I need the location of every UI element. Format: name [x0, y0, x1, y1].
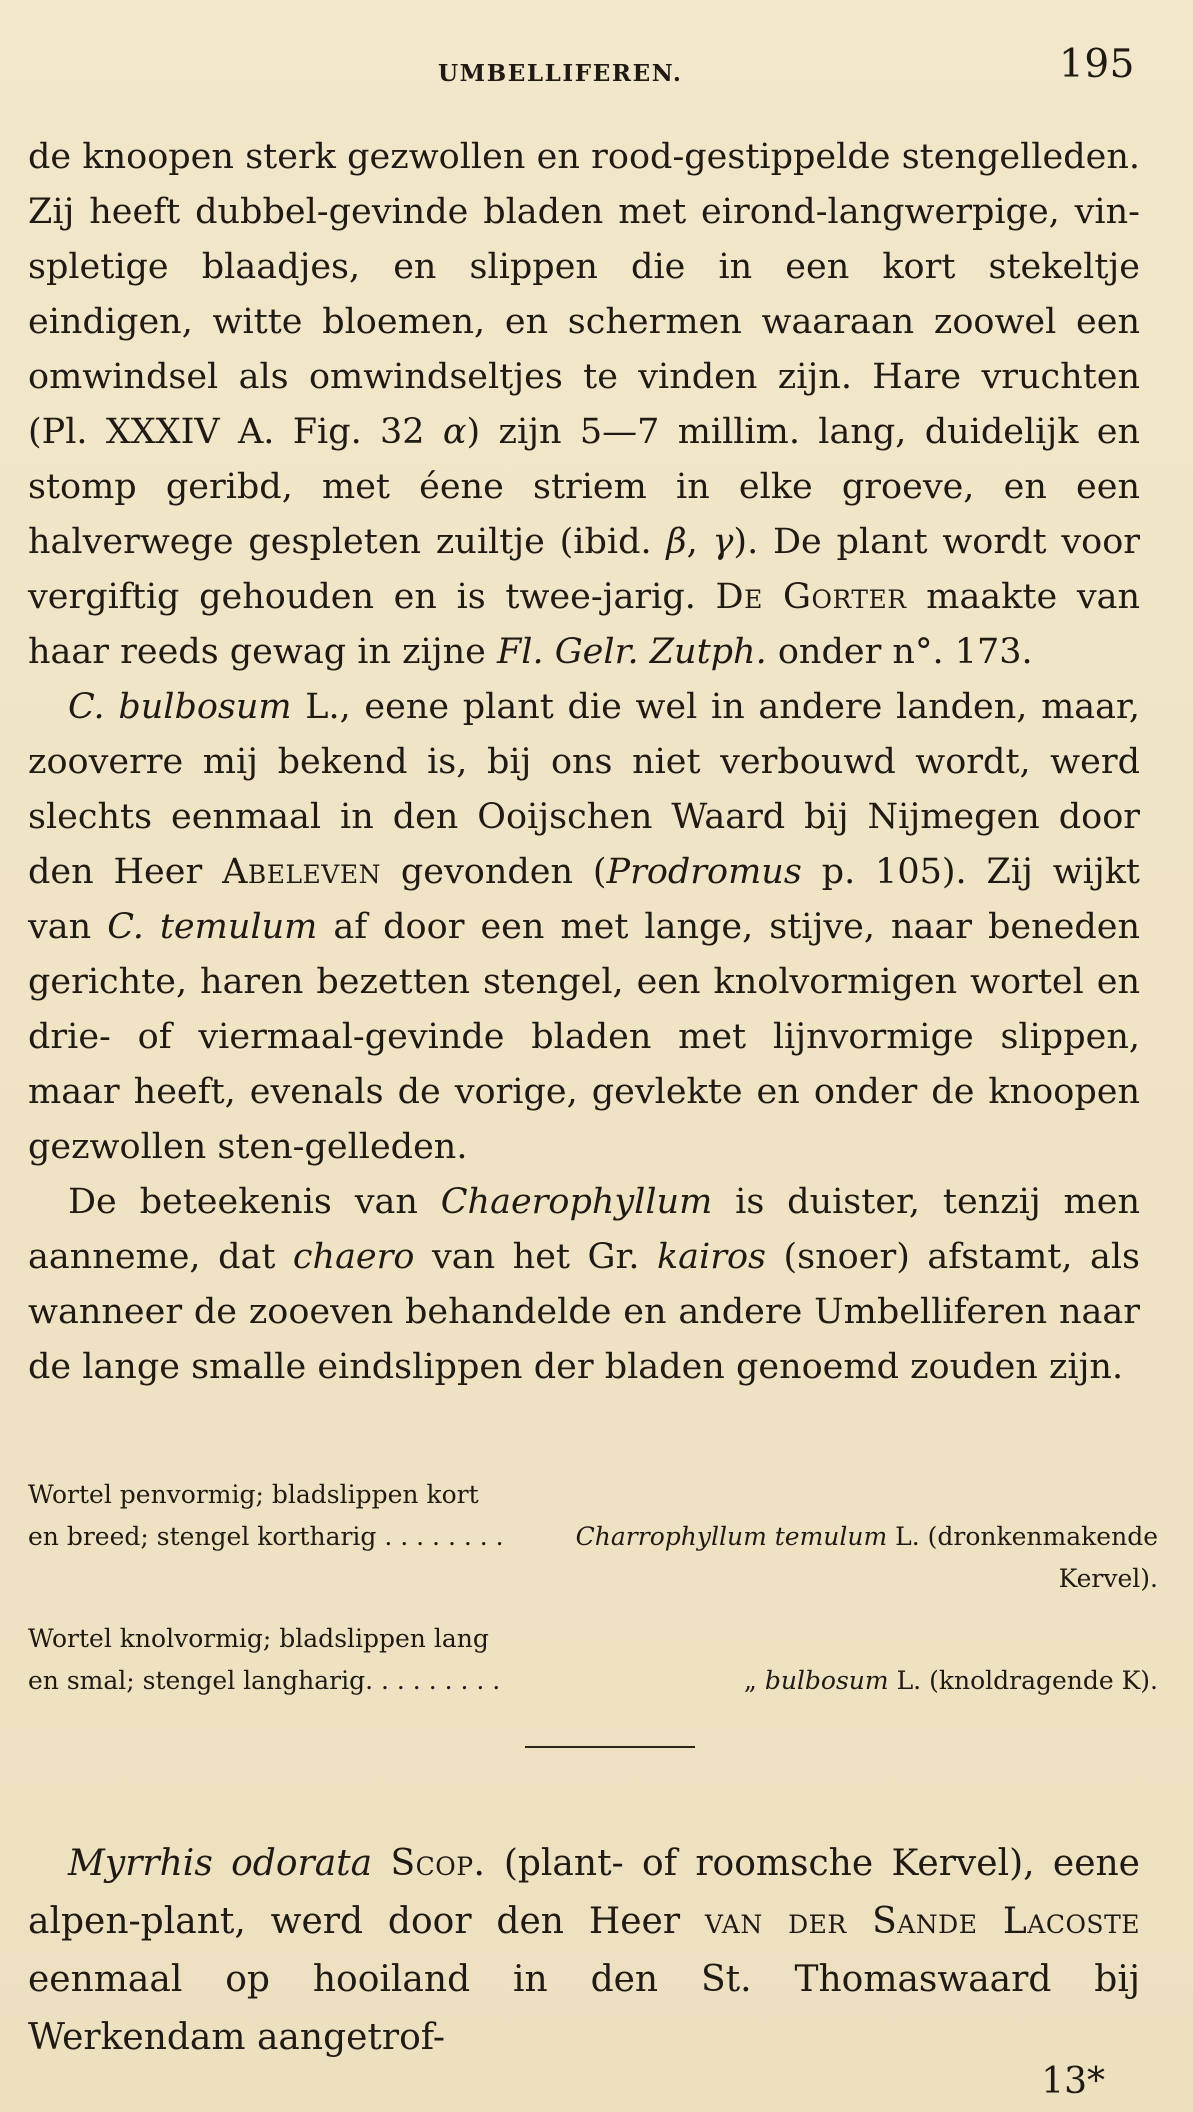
p1-seg-8: maakte van haar reeds gewag in zijne — [28, 577, 1141, 672]
p1-seg-6: ). De plant wordt voor vergiftig gehouden en is twee-jarig. — [28, 522, 1140, 617]
key-right — [744, 1660, 1158, 1702]
key-taxon: bulbosum — [756, 1666, 889, 1695]
paragraph-1 — [28, 130, 1140, 680]
paragraph-4 — [28, 1835, 1140, 2067]
p3-seg-1: Chaerophyllum — [440, 1182, 713, 1222]
key-line-1: Wortel knolvormig; bladslippen lang — [28, 1624, 489, 1653]
p2-seg-3: gevonden ( — [381, 852, 607, 892]
p4-seg-5: eenmaal op hooiland in den St. Thomaswaard bij Werkendam aangetrof- — [28, 1959, 1140, 2058]
key-taxon: Charrophyllum temulum — [575, 1522, 888, 1551]
paragraph-2 — [28, 680, 1140, 1175]
key-entry-1 — [28, 1474, 1158, 1600]
p3-seg-3: chaero — [292, 1237, 415, 1277]
p2-seg-6: C. temulum — [107, 907, 318, 947]
p4-seg-2: Scop. — [390, 1843, 486, 1884]
signature-mark: 13* — [1041, 2061, 1105, 2102]
p2-seg-7: af door een met lange, stijve, naar beneden gerichte, haren bezetten stengel, een knolvormigen wortel en drie- of viermaal-gevinde bladen met lijnvormige slippen, maar heeft, evenals de vorige, gevlekte en onder de knoopen gezwollen sten-gelleden. — [28, 907, 1141, 1167]
p1-seg-10: onder n°. 173. — [766, 632, 1033, 672]
key-line-2 — [28, 1660, 1158, 1702]
section-separator — [525, 1746, 695, 1748]
p1-seg-7: De Gorter — [715, 577, 907, 617]
p4-seg-3: (plant- of roomsche Kervel), eene alpen-plant, werd door den Heer — [28, 1843, 1140, 1942]
key-left: en smal; stengel langharig. . . . . . . . . — [28, 1666, 501, 1695]
key-continuation: Kervel). — [1058, 1564, 1158, 1593]
p4-seg-4: van der Sande Lacoste — [704, 1901, 1140, 1942]
p3-seg-4: van het Gr. — [414, 1237, 657, 1277]
p3-seg-2: is duister, tenzij men aanneme, dat — [28, 1182, 1141, 1277]
key-common-name: L. (knoldragende K). — [888, 1666, 1158, 1695]
p3-seg-6: (snoer) afstamt, als wanneer de zooeven behandelde en andere Umbelliferen naar de lange smalle eindslippen der bladen genoemd zouden zijn. — [28, 1237, 1140, 1387]
ditto-mark: „ — [743, 1666, 757, 1695]
p2-seg-4: Prodromus — [606, 852, 802, 892]
p2-seg-0: C. bulbosum — [68, 687, 292, 727]
page-number: 195 — [1059, 42, 1135, 87]
key-entry-2 — [28, 1618, 1158, 1702]
p2-seg-2: Abeleven — [222, 852, 381, 892]
bottom-text — [28, 1835, 1140, 2067]
p4-seg-1 — [372, 1843, 390, 1884]
p1-seg-5: γ — [712, 522, 734, 562]
identification-key — [28, 1474, 1158, 1720]
running-title: UMBELLIFEREN. — [438, 60, 683, 87]
p2-seg-1: L., eene plant die wel in andere landen, maar, zooverre mij bekend is, bij ons niet verbouwd wordt, werd slechts eenmaal in den Ooijschen Waard bij Nijmegen door den Heer — [28, 687, 1140, 892]
running-head — [0, 40, 1193, 100]
p3-seg-0: De beteekenis van — [68, 1182, 441, 1222]
p4-seg-0: Myrrhis odorata — [68, 1843, 373, 1884]
main-text — [28, 130, 1140, 1395]
key-line-2 — [28, 1516, 1158, 1558]
p1-seg-0: de knoopen sterk gezwollen en rood-gestippelde stengelleden. Zij heeft dubbel-gevinde bladen met eirond-langwerpige, vin-spletige blaadjes, en slippen die in een kort stekeltje eindigen, witte bloemen, en schermen waaraan zoowel een omwindsel als omwindseltjes te vinden zijn. Hare vruchten (Pl. XXXIV A. Fig. 32 — [28, 137, 1140, 452]
p3-seg-5: kairos — [656, 1237, 767, 1277]
p1-seg-2: ) zijn 5—7 millim. lang, duidelijk en stomp geribd, met éene striem in elke groeve, en een halverwege gespleten zuiltje (ibid. — [28, 412, 1140, 562]
p2-seg-5: p. 105). Zij wijkt van — [28, 852, 1141, 947]
p1-seg-4: , — [686, 522, 713, 562]
p1-seg-1: α — [442, 412, 467, 452]
key-line-1: Wortel penvormig; bladslippen kort — [28, 1480, 479, 1509]
p1-seg-3: β — [666, 522, 687, 562]
p1-seg-9: Fl. Gelr. Zutph. — [496, 632, 767, 672]
key-right — [576, 1516, 1158, 1558]
paragraph-3 — [28, 1175, 1140, 1395]
key-left: en breed; stengel kortharig . . . . . . . . — [28, 1522, 504, 1551]
key-common-name: L. (dronkenmakende — [887, 1522, 1158, 1551]
